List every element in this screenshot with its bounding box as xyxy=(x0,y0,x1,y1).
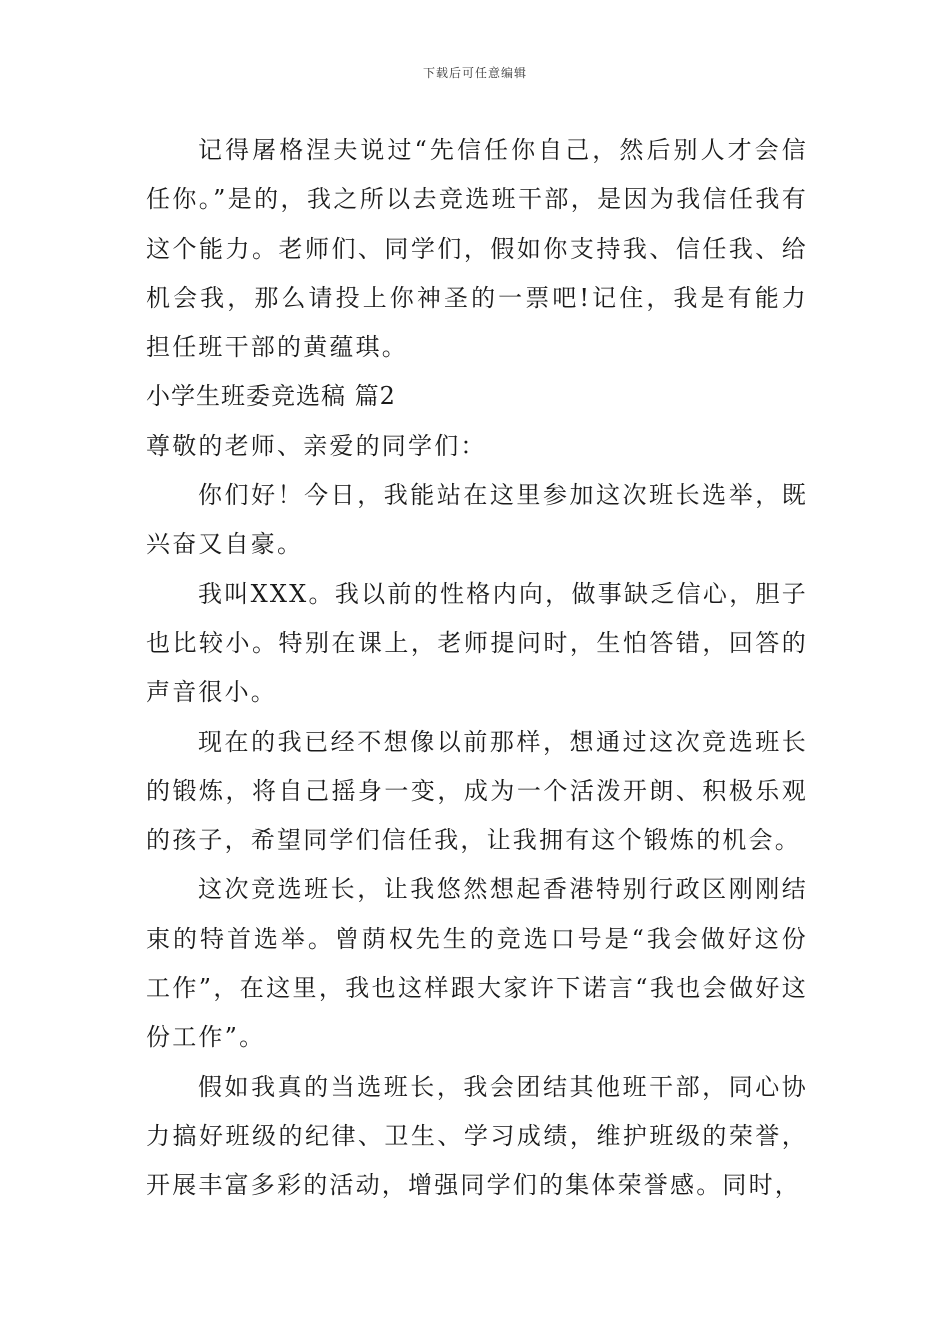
header-note: 下载后可任意编辑 xyxy=(422,66,527,80)
paragraph: 这次竞选班长，让我悠然想起香港特别行政区刚刚结束的特首选举。曾荫权先生的竞选口号是“我会做好这份工作”，在这里，我也这样跟大家许下诺言“我也会做好这份工作”。 xyxy=(146,875,808,1052)
section-heading: 小学生班委竞选稿 篇2 xyxy=(146,382,396,411)
paragraph: 现在的我已经不想像以前那样，想通过这次竞选班长的锻炼，将自己摇身一变，成为一个活泼开朗、积极乐观的孩子，希望同学们信任我，让我拥有这个锻炼的机会。 xyxy=(146,727,808,855)
paragraph: 我叫XXX。我以前的性格内向，做事缺乏信心，胆子也比较小。特别在课上，老师提问时，生怕答错，回答的声音很小。 xyxy=(146,579,808,707)
paragraph: 记得屠格涅夫说过“先信任你自己，然后别人才会信任你。”是的，我之所以去竞选班干部，是因为我信任我有这个能力。老师们、同学们，假如你支持我、信任我、给机会我，那么请投上你神圣的一票吧!记住，我是有能力担任班干部的黄蕴琪。 xyxy=(146,136,808,362)
document-body xyxy=(146,126,808,1211)
paragraph: 假如我真的当选班长，我会团结其他班干部，同心协力搞好班级的纪律、卫生、学习成绩，维护班级的荣誉，开展丰富多彩的活动，增强同学们的集体荣誉感。同时， xyxy=(146,1072,808,1200)
paragraph: 你们好！今日，我能站在这里参加这次班长选举，既兴奋又自豪。 xyxy=(146,481,808,559)
salutation: 尊敬的老师、亲爱的同学们： xyxy=(146,431,487,460)
